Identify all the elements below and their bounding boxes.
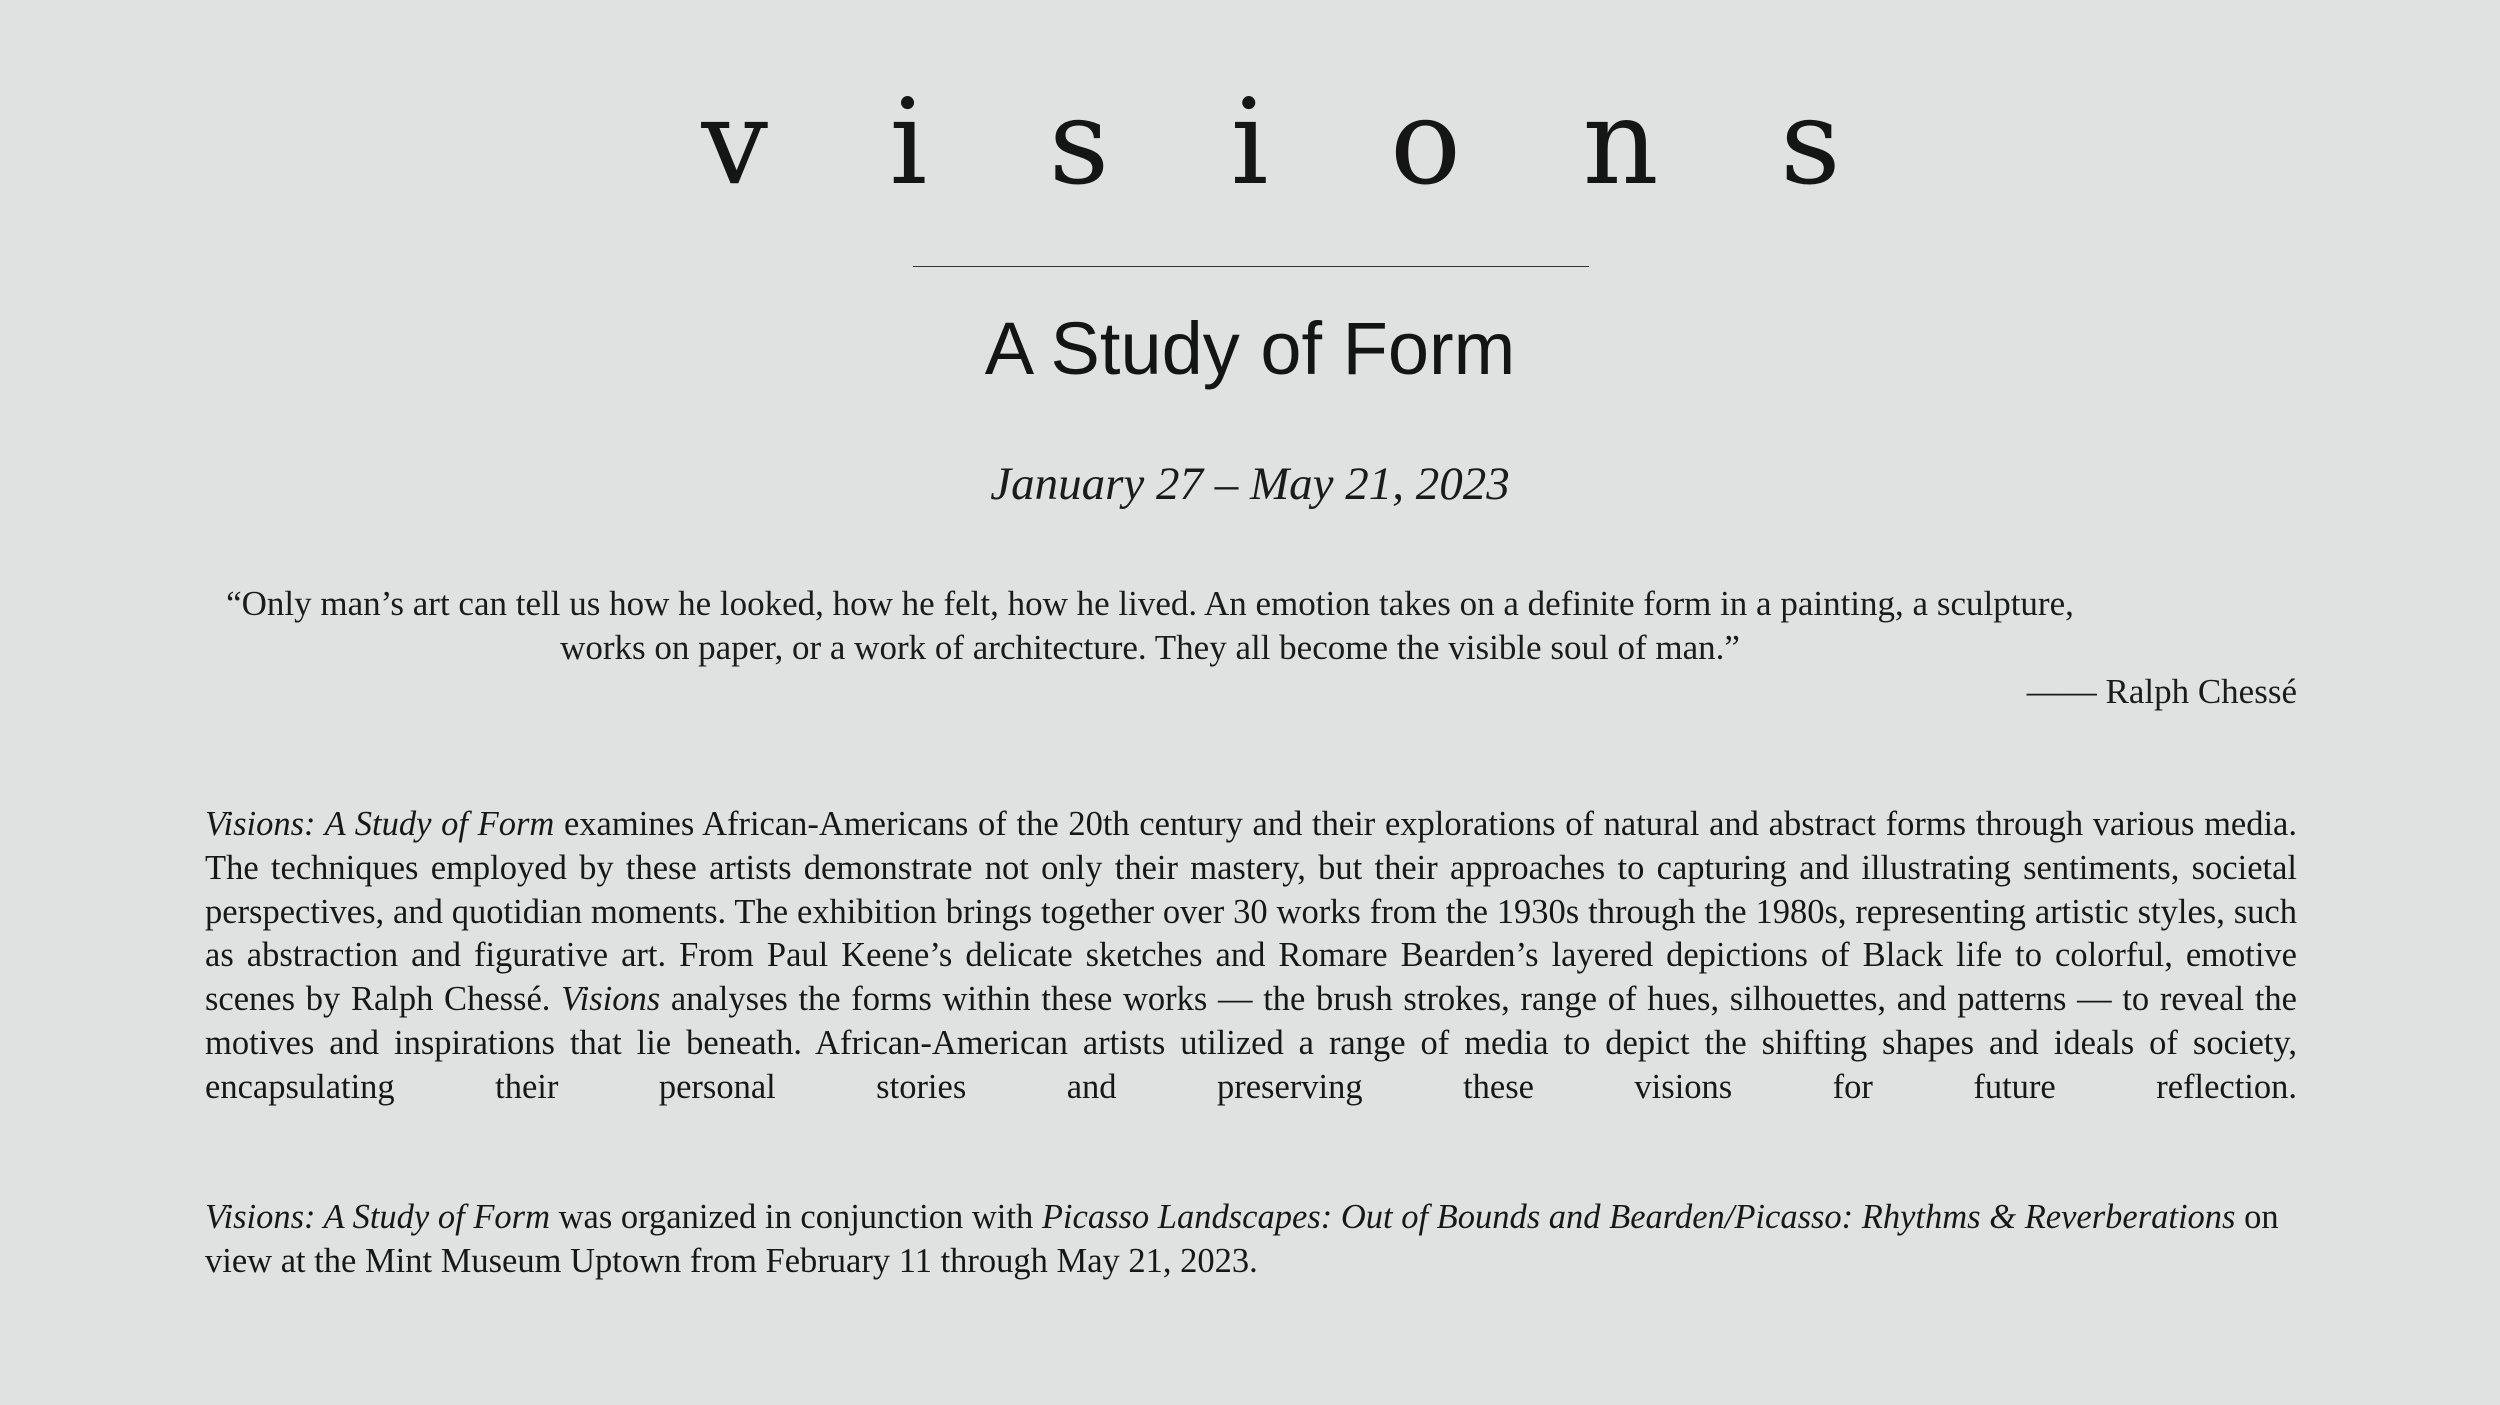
exhibition-description (205, 803, 2297, 1110)
featured-quote: “Only man’s art can tell us how he looked, how he felt, how he lived. An emotion takes on a definite form in a painting, a sculpture, works on paper, or a work of architecture. They all become the visible soul of man.” (226, 584, 2074, 667)
organization-text-part-1: was organized in conjunction with (550, 1198, 1042, 1236)
quote-attribution: —— Ralph Chessé (2026, 672, 2297, 711)
organization-italic-title: Visions: A Study of Form (205, 1198, 550, 1236)
description-text-part-2: analyses the forms within these works — the brush strokes, range of hues, silhouettes, and patterns — to reveal the motives and inspirations that lie beneath. African-American artists utilized a range of media to depict the shifting shapes and ideals of society, encapsulating their personal stories and preserving these visions for future reflection. (205, 980, 2297, 1106)
exhibition-dates: January 27 – May 21, 2023 (990, 458, 1510, 510)
related-exhibitions-title: Picasso Landscapes: Out of Bounds and Bearden/Picasso: Rhythms & Reverberations (1041, 1198, 2236, 1236)
description-italic-title: Visions: A Study of Form (205, 805, 555, 843)
description-italic-visions: Visions (561, 980, 661, 1019)
title-divider (913, 266, 1589, 267)
organization-note (205, 1196, 2297, 1284)
organization-text-part-2: on view at the Mint Museum Uptown from February 11 through May 21, 2023. (205, 1198, 2279, 1280)
exhibition-subtitle: A Study of Form (984, 307, 1516, 390)
description-text-part-1: examines African-Americans of the 20th century and their explorations of natural and abstract forms through various media. The techniques employed by these artists demonstrate not only their mastery, but their approaches to capturing and illustrating sentiments, societal perspectives, and quotidian moments. The exhibition brings together over 30 works from the 1930s through the 1980s, representing artistic styles, such as abstraction and figurative art. From Paul Keene’s delicate sketches and Romare Bearden’s layered depictions of Black life to colorful, emotive scenes by Ralph Chessé. (205, 805, 2297, 1019)
exhibition-title: v i s i o n s (701, 73, 1883, 211)
